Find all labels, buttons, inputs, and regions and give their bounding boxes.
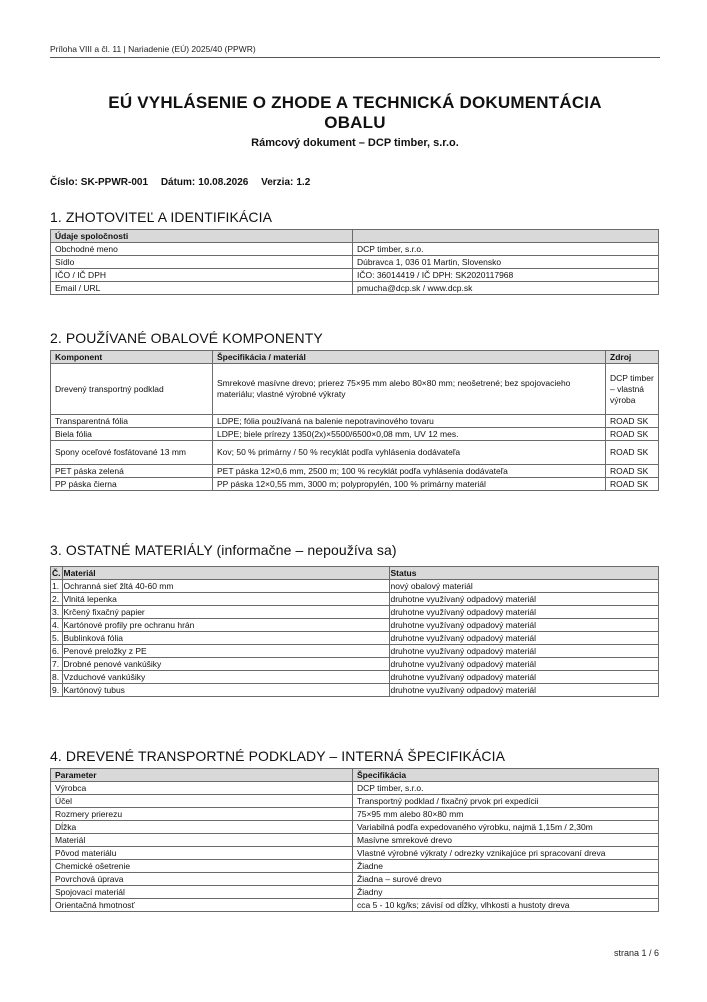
number-label: Číslo: — [50, 177, 78, 188]
table-cell: Drevený transportný podklad — [51, 364, 213, 415]
table-row — [51, 428, 659, 441]
column-header-component: Komponent — [51, 351, 213, 364]
section-1-heading: 1. ZHOTOVITEĽ A IDENTIFIKÁCIA — [50, 209, 273, 225]
table-cell: druhotne využívaný odpadový materiál — [389, 684, 659, 697]
page-number: strana 1 / 6 — [613, 948, 659, 958]
company-table-header-empty — [353, 230, 659, 243]
table-cell: Kartónové profily pre ochranu hrán — [62, 619, 389, 632]
table-cell: 4. — [51, 619, 63, 632]
other-materials-table — [50, 566, 659, 697]
table-row — [51, 243, 659, 256]
table-row — [51, 256, 659, 269]
table-cell: DCP timber, s.r.o. — [353, 782, 659, 795]
running-header: Príloha VIII a čl. 11 | Nariadenie (EÚ) 2025/40 (PPWR) — [50, 44, 660, 58]
table-cell: druhotne využívaný odpadový materiál — [389, 619, 659, 632]
document-meta — [50, 177, 310, 188]
table-cell: 9. — [51, 684, 63, 697]
table-cell: Povrchová úprava — [51, 873, 353, 886]
table-cell: Smrekové masívne drevo; prierez 75×95 mm alebo 80×80 mm; neošetrené; bez spojovacieho materiálu; vlastné výrobné výkraty — [213, 364, 606, 415]
column-header-specification: Špecifikácia / materiál — [213, 351, 606, 364]
version-value: 1.2 — [296, 177, 311, 188]
table-row — [51, 795, 659, 808]
table-row — [51, 860, 659, 873]
table-cell: ROAD SK — [606, 441, 659, 465]
table-cell: Žiadne — [353, 860, 659, 873]
table-cell: Materiál — [51, 834, 353, 847]
table-cell: Penové preložky z PE — [62, 645, 389, 658]
date-label: Dátum: — [160, 177, 196, 188]
section-3-heading: 3. OSTATNÉ MATERIÁLY (informačne – nepoužíva sa) — [50, 542, 397, 558]
table-cell: Žiadny — [353, 886, 659, 899]
table-row — [51, 899, 659, 912]
number-value: SK-PPWR-001 — [80, 177, 149, 188]
table-cell: PP páska 12×0,55 mm, 3000 m; polypropylén, 100 % primárny materiál — [213, 478, 606, 491]
section-2-heading: 2. POUŽÍVANÉ OBALOVÉ KOMPONENTY — [50, 330, 323, 346]
table-cell: ROAD SK — [606, 428, 659, 441]
table-cell: Transparentná fólia — [51, 415, 213, 428]
table-cell: druhotne využívaný odpadový materiál — [389, 658, 659, 671]
document-subtitle: Rámcový dokument – DCP timber, s.r.o. — [251, 137, 459, 149]
table-row — [51, 478, 659, 491]
table-cell: Obchodné meno — [51, 243, 353, 256]
table-cell: Spony oceľové fosfátované 13 mm — [51, 441, 213, 465]
table-row — [51, 619, 659, 632]
table-cell: druhotne využívaný odpadový materiál — [389, 645, 659, 658]
company-table-body — [51, 243, 659, 295]
table-cell: ROAD SK — [606, 465, 659, 478]
pallet-spec-table-body — [51, 782, 659, 912]
table-cell: Chemické ošetrenie — [51, 860, 353, 873]
table-cell: DCP timber, s.r.o. — [353, 243, 659, 256]
table-cell: PP páska čierna — [51, 478, 213, 491]
table-cell: Vzduchové vankúšiky — [62, 671, 389, 684]
table-cell: DCP timber – vlastná výroba — [606, 364, 659, 415]
table-cell: Žiadna – surové drevo — [353, 873, 659, 886]
table-row — [51, 282, 659, 295]
company-table-header: Údaje spoločnosti — [51, 230, 353, 243]
column-header-parameter: Parameter — [51, 769, 353, 782]
table-row — [51, 684, 659, 697]
column-header-source: Zdroj — [606, 351, 659, 364]
title-line-2: OBALU — [324, 113, 386, 132]
table-row — [51, 580, 659, 593]
table-cell: nový obalový materiál — [389, 580, 659, 593]
table-cell: Vlastné výrobné výkraty / odrezky vznikajúce pri spracovaní dreva — [353, 847, 659, 860]
column-header-number: Č. — [52, 568, 61, 578]
table-cell: 7. — [51, 658, 63, 671]
pallet-spec-table — [50, 768, 659, 912]
table-cell: Dĺžka — [51, 821, 353, 834]
table-row — [51, 821, 659, 834]
table-cell: Pôvod materiálu — [51, 847, 353, 860]
table-row — [51, 364, 659, 415]
table-row — [51, 645, 659, 658]
table-cell: druhotne využívaný odpadový materiál — [389, 632, 659, 645]
table-row — [51, 873, 659, 886]
components-table — [50, 350, 659, 491]
table-row — [51, 632, 659, 645]
version-label: Verzia: — [261, 177, 294, 188]
table-cell: pmucha@dcp.sk / www.dcp.sk — [353, 282, 659, 295]
table-cell: Sídlo — [51, 256, 353, 269]
table-header-row — [51, 769, 659, 782]
table-cell: Bublinková fólia — [62, 632, 389, 645]
table-row — [51, 847, 659, 860]
table-cell: 6. — [51, 645, 63, 658]
table-cell: IČO / IČ DPH — [51, 269, 353, 282]
table-cell: Variabilná podľa expedovaného výrobku, najmä 1,15m / 2,30m — [353, 821, 659, 834]
column-header-status: Status — [389, 567, 659, 580]
table-row — [51, 606, 659, 619]
table-cell: Vlnitá lepenka — [62, 593, 389, 606]
date-value: 10.08.2026 — [198, 177, 249, 188]
table-row — [51, 465, 659, 478]
table-cell: 2. — [51, 593, 63, 606]
table-cell: 5. — [51, 632, 63, 645]
table-cell: LDPE; biele prírezy 1350(2x)×5500/6500×0,08 mm, UV 12 mes. — [213, 428, 606, 441]
table-cell: Účel — [51, 795, 353, 808]
table-header-row — [51, 351, 659, 364]
table-cell: Kov; 50 % primárny / 50 % recyklát podľa vyhlásenia dodávateľa — [213, 441, 606, 465]
table-cell: Krčený fixačný papier — [62, 606, 389, 619]
column-header-spec: Špecifikácia — [353, 769, 659, 782]
document-title — [50, 93, 660, 133]
table-cell: PET páska 12×0,6 mm, 2500 m; 100 % recyklát podľa vyhlásenia dodávateľa — [213, 465, 606, 478]
table-row — [51, 593, 659, 606]
table-cell: Výrobca — [51, 782, 353, 795]
table-cell: Masívne smrekové drevo — [353, 834, 659, 847]
table-cell: 75×95 mm alebo 80×80 mm — [353, 808, 659, 821]
company-table — [50, 229, 659, 295]
table-cell: ROAD SK — [606, 478, 659, 491]
title-line-1: EÚ VYHLÁSENIE O ZHODE A TECHNICKÁ DOKUMENTÁCIA — [108, 93, 602, 112]
table-cell: 3. — [51, 606, 63, 619]
table-row — [51, 834, 659, 847]
table-cell: Transportný podklad / fixačný prvok pri expedícii — [353, 795, 659, 808]
table-cell: druhotne využívaný odpadový materiál — [389, 593, 659, 606]
other-materials-table-body — [51, 580, 659, 697]
table-cell: Dúbravca 1, 036 01 Martin, Slovensko — [353, 256, 659, 269]
table-row — [51, 782, 659, 795]
table-cell: Ochranná sieť žltá 40-60 mm — [62, 580, 389, 593]
table-row — [51, 886, 659, 899]
components-table-body — [51, 364, 659, 491]
section-4-heading: 4. DREVENÉ TRANSPORTNÉ PODKLADY – INTERNÁ ŠPECIFIKÁCIA — [50, 748, 506, 764]
table-cell: IČO: 36014419 / IČ DPH: SK2020117968 — [353, 269, 659, 282]
table-cell: Spojovací materiál — [51, 886, 353, 899]
table-row — [51, 808, 659, 821]
table-cell: Drobné penové vankúšiky — [62, 658, 389, 671]
table-cell: PET páska zelená — [51, 465, 213, 478]
table-cell: druhotne využívaný odpadový materiál — [389, 671, 659, 684]
table-row — [51, 415, 659, 428]
column-header-material: Materiál — [62, 567, 389, 580]
table-cell: LDPE; fólia používaná na balenie nepotravinového tovaru — [213, 415, 606, 428]
table-row — [51, 671, 659, 684]
table-cell: Orientačná hmotnosť — [51, 899, 353, 912]
table-row — [51, 269, 659, 282]
table-header-row — [51, 567, 659, 580]
table-row — [51, 441, 659, 465]
table-cell: Rozmery prierezu — [51, 808, 353, 821]
table-header-row — [51, 230, 659, 243]
table-cell: 8. — [51, 671, 63, 684]
table-cell: Biela fólia — [51, 428, 213, 441]
table-cell: Kartónový tubus — [62, 684, 389, 697]
table-row — [51, 658, 659, 671]
table-cell: 1. — [51, 580, 63, 593]
table-cell: druhotne využívaný odpadový materiál — [389, 606, 659, 619]
table-cell: ROAD SK — [606, 415, 659, 428]
table-cell: Email / URL — [51, 282, 353, 295]
table-cell: cca 5 - 10 kg/ks; závisí od dĺžky, vlhkosti a hustoty dreva — [353, 899, 659, 912]
